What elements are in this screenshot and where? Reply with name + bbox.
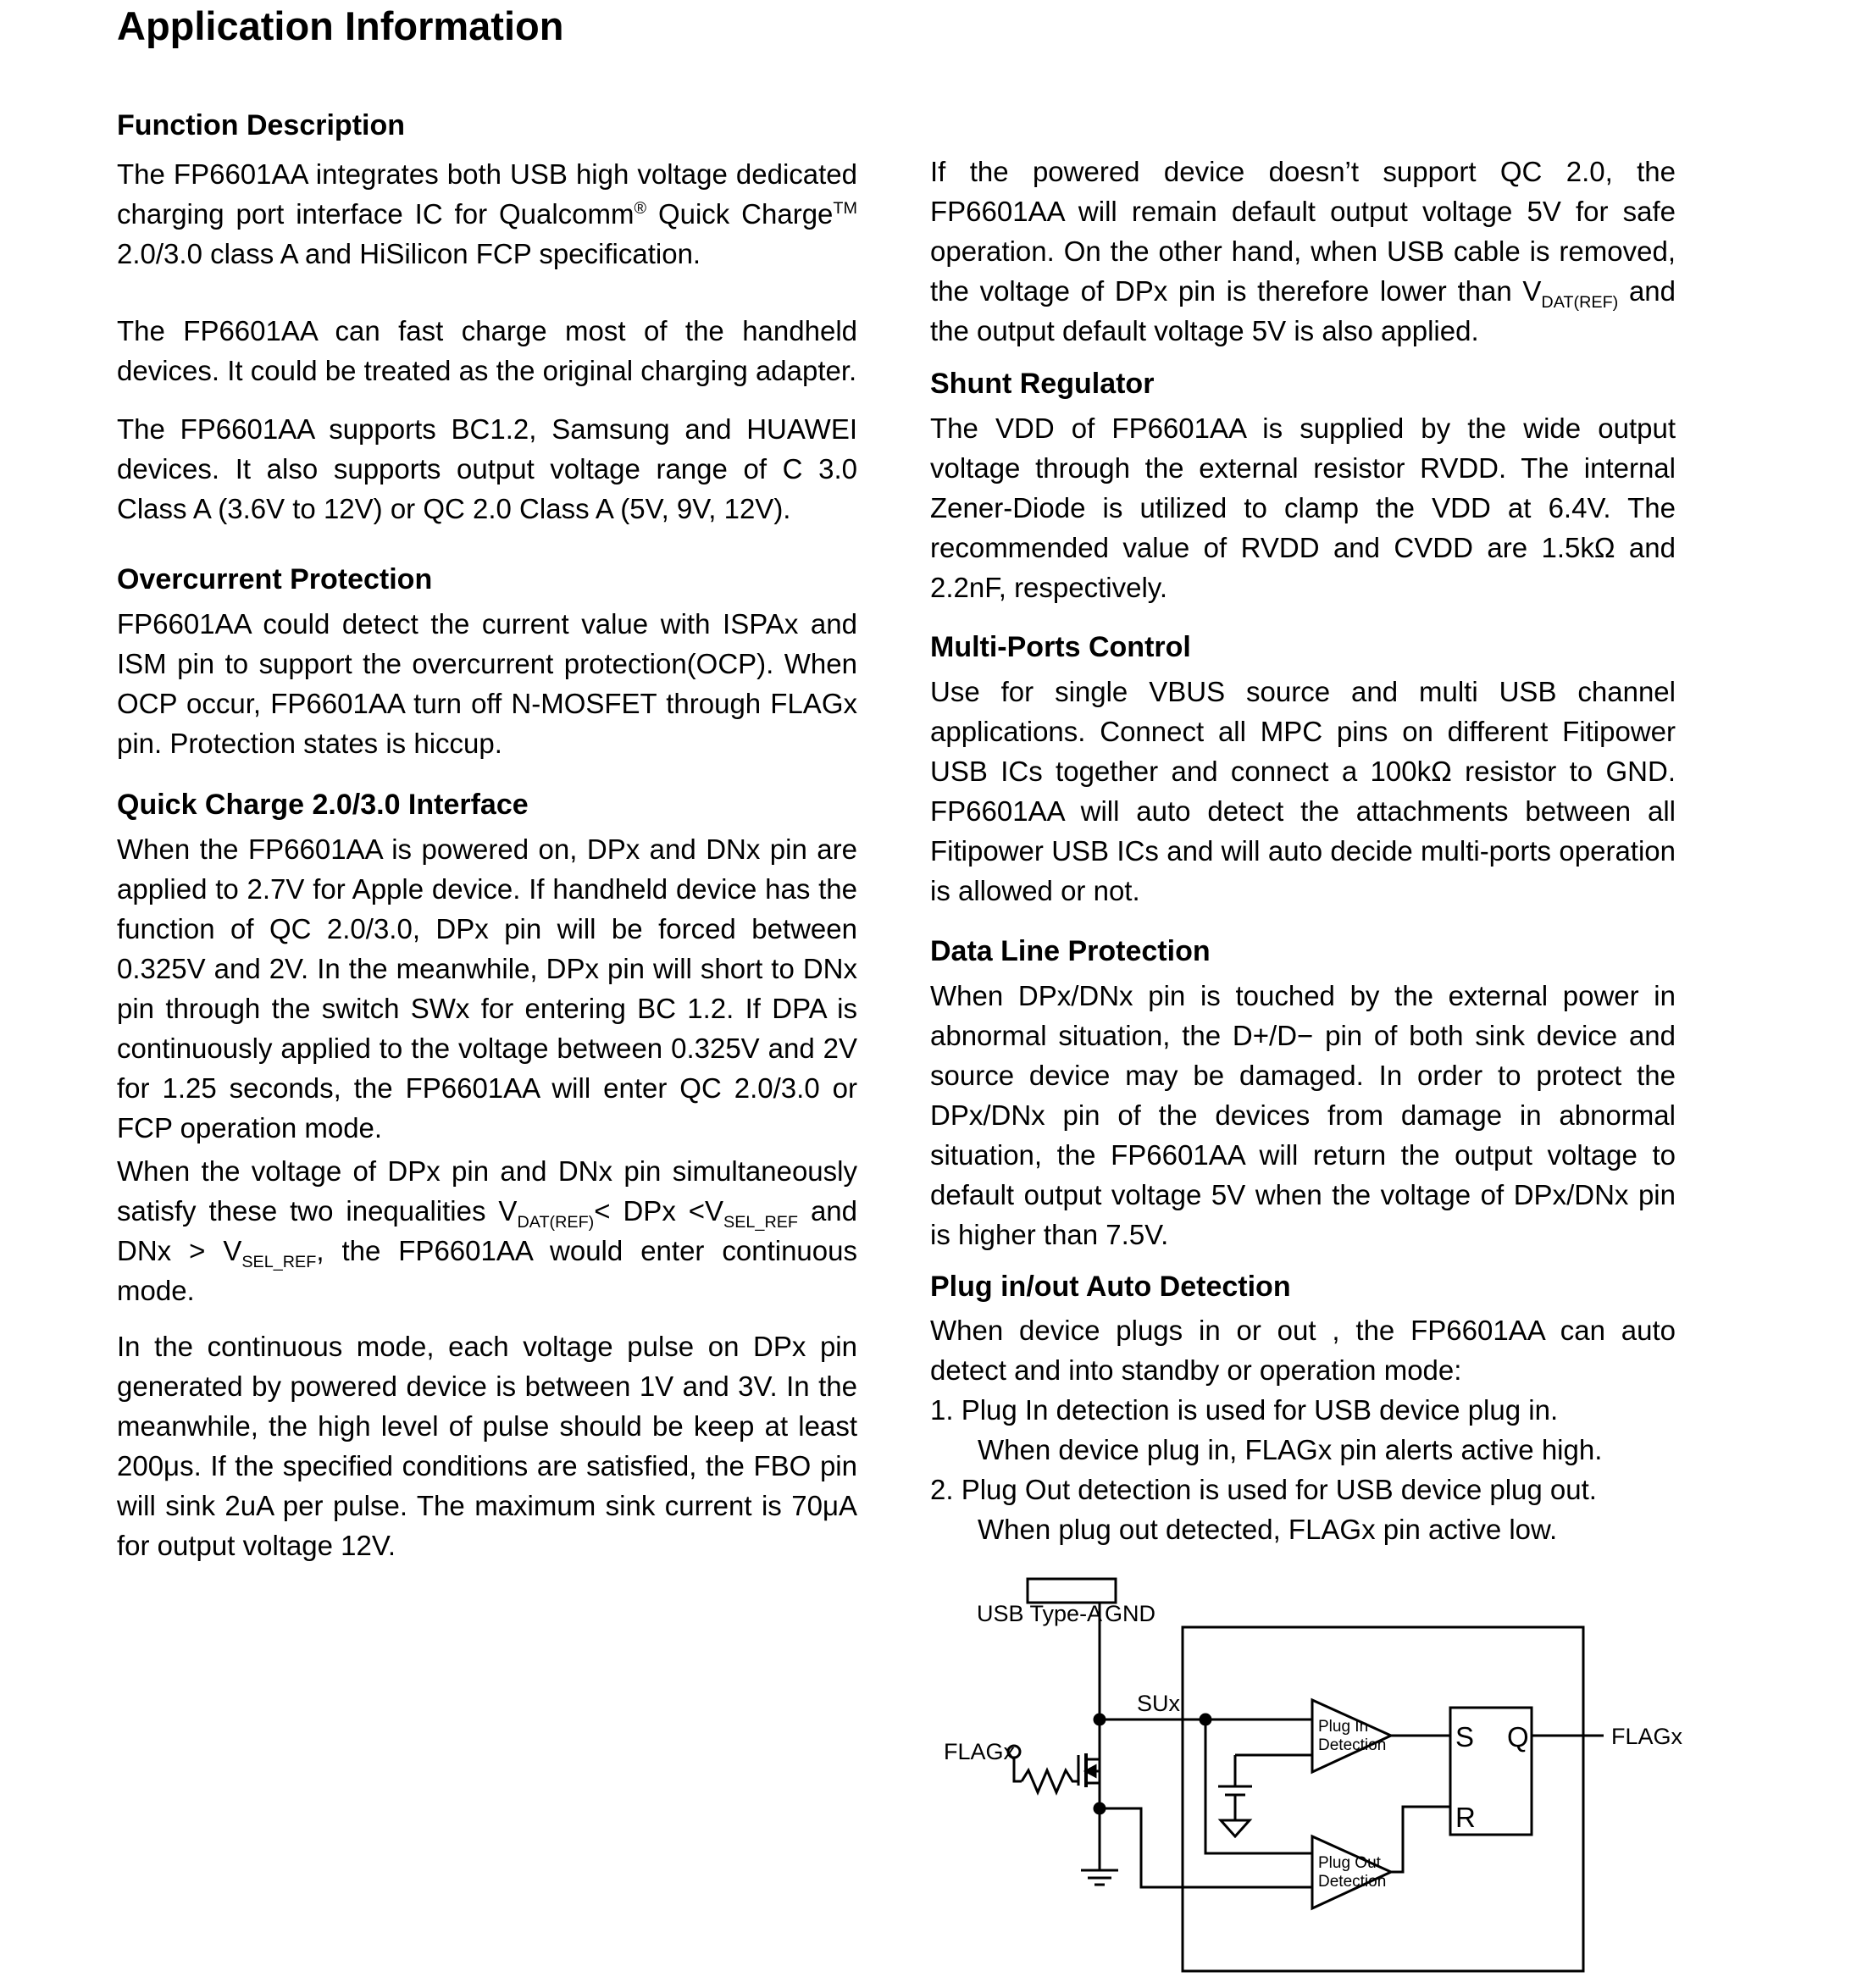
paragraph-function-description-2: The FP6601AA can fast charge most of the handheld devices. It could be treated as the original charging adapter. bbox=[117, 315, 857, 386]
list-number: 1. bbox=[930, 1394, 954, 1426]
reset-wire bbox=[1391, 1807, 1450, 1872]
usb-type-a-label: USB Type-A bbox=[977, 1601, 1103, 1626]
paragraph-function-description-1: The FP6601AA integrates both USB high voltage dedicated charging port interface IC for Qualcomm® Quick Charge™ 2.0/3.0 class A and HiSilicon FCP specification. bbox=[117, 158, 857, 269]
paragraph-function-description-3: The FP6601AA supports BC1.2, Samsung and HUAWEI devices. It also supports output voltage range of C 3.0 Class A (3.6V to 12V) or QC 2.0 Class A (5V, 9V, 12V). bbox=[117, 413, 857, 524]
paragraph-quick-charge-3: In the continuous mode, each voltage pulse on DPx pin generated by powered device is between 1V and 3V. In the meanwhile, the high level of pulse should be keep at least 200μs. If the specified conditions are satisfied, the FBO pin will sink 2uA per pulse. The maximum sink current is 70μA for output voltage 12V. bbox=[117, 1331, 857, 1561]
latch-r-label: R bbox=[1455, 1802, 1476, 1833]
list-number: 2. bbox=[930, 1474, 954, 1505]
paragraph-qc-default-voltage: If the powered device doesn’t support QC 2.0, the FP6601AA will remain default output voltage 5V for safe operation. On the other hand, when USB cable is removed, the voltage of DPx pin is therefore lower than $V_{DAT(REF)}$ and the output default voltage 5V is also applied. bbox=[930, 156, 1676, 346]
plug-in-detection-label: Plug In bbox=[1318, 1718, 1369, 1736]
column-left bbox=[117, 108, 857, 1565]
resistor-symbol bbox=[1022, 1770, 1078, 1792]
plug-out-detection-label: Plug Out bbox=[1318, 1854, 1381, 1872]
paragraph-multi-ports-control: Use for single VBUS source and multi USB channel applications. Connect all MPC pins on different Fitipower USB ICs together and connect a 100kΩ resistor to GND. FP6601AA will auto detect the attachments between all Fitipower USB ICs and will auto decide multi-ports operation is allowed or not. bbox=[930, 676, 1676, 906]
list-item-plug-out bbox=[930, 1470, 1676, 1509]
junction-dot bbox=[1094, 1714, 1105, 1725]
list-item-plug-in-note: When device plug in, FLAGx pin alerts active high. bbox=[978, 1434, 1603, 1465]
heading-function-description: Function Description bbox=[117, 109, 405, 141]
usb-connector-symbol bbox=[1028, 1579, 1116, 1603]
flagx-wire bbox=[1014, 1758, 1022, 1781]
heading-plug-auto-detection: Plug in/out Auto Detection bbox=[930, 1271, 1291, 1303]
column-right bbox=[930, 152, 1676, 1549]
plug-out-detection-label2: Detection bbox=[1318, 1873, 1387, 1891]
flagx-input-label: FLAGx bbox=[944, 1739, 1016, 1764]
page-title: Application Information bbox=[117, 3, 564, 48]
paragraph-shunt-regulator: The VDD of FP6601AA is supplied by the wide output voltage through the external resistor RVDD. The internal Zener-Diode is utilized to clamp the VDD at 6.4V. The recommended value of RVDD and CVDD are 1.5kΩ and 2.2nF, respectively. bbox=[930, 413, 1676, 603]
ic-boundary bbox=[1183, 1627, 1583, 1971]
plug-detection-circuit-diagram bbox=[923, 1567, 1862, 1986]
heading-quick-charge-interface: Quick Charge 2.0/3.0 Interface bbox=[117, 789, 529, 821]
paragraph-quick-charge-1: When the FP6601AA is powered on, DPx and DNx pin are applied to 2.7V for Apple device. If handheld device has the function of QC 2.0/3.0, DPx pin will be forced between 0.325V and 2V. In the meanwhile, DPx pin will short to DNx pin through the switch SWx for entering BC 1.2. If DPA is continuously applied to the voltage between 0.325V and 2V for 1.25 seconds, the FP6601AA will enter QC 2.0/3.0 or FCP operation mode. bbox=[117, 833, 857, 1144]
plug-in-detection-label2: Detection bbox=[1318, 1736, 1387, 1754]
heading-multi-ports-control: Multi-Ports Control bbox=[930, 631, 1191, 663]
gnd-label: GND bbox=[1105, 1601, 1155, 1626]
heading-overcurrent-protection: Overcurrent Protection bbox=[117, 563, 433, 595]
latch-q-label: Q bbox=[1507, 1721, 1529, 1753]
paragraph-overcurrent-protection: FP6601AA could detect the current value with ISPAx and ISM pin to support the overcurrent protection(OCP). When OCP occur, FP6601AA turn off N-MOSFET through FLAGx pin. Protection states is hiccup. bbox=[117, 608, 857, 759]
list-item-plug-in bbox=[930, 1390, 1676, 1430]
flagx-output-label: FLAGx bbox=[1611, 1724, 1683, 1749]
paragraph-data-line-protection: When DPx/DNx pin is touched by the external power in abnormal situation, the D+/D− pin of both sink device and source device may be damaged. In order to protect the DPx/DNx pin of the devices from damage in abnormal situation, the FP6601AA will return the output voltage to default output voltage 5V when the voltage of DPx/DNx pin is higher than 7.5V. bbox=[930, 980, 1676, 1250]
heading-data-line-protection: Data Line Protection bbox=[930, 935, 1211, 967]
latch-s-label: S bbox=[1455, 1721, 1475, 1753]
list-text: Plug In detection is used for USB device plug in. bbox=[961, 1394, 1559, 1426]
list-item-plug-out-note: When plug out detected, FLAGx pin active low. bbox=[978, 1514, 1558, 1545]
list-text: Plug Out detection is used for USB device plug out. bbox=[961, 1474, 1597, 1505]
ground-symbol bbox=[1081, 1870, 1118, 1885]
mosfet-symbol bbox=[1078, 1753, 1100, 1787]
earth-arrow-symbol bbox=[1221, 1820, 1250, 1836]
heading-shunt-regulator: Shunt Regulator bbox=[930, 368, 1155, 400]
paragraph-quick-charge-2: When the voltage of DPx pin and DNx pin simultaneously satisfy these two inequalities $V_{DAT(REF)}<$ DPx $<V_{SEL\_REF}$ and DNx > $V_{SEL\_REF}$, the FP6601AA would enter continuous mode. bbox=[117, 1155, 858, 1306]
capacitor-branch bbox=[1218, 1755, 1312, 1836]
sux-label: SUx bbox=[1137, 1691, 1181, 1716]
paragraph-plug-auto-detection-intro: When device plugs in or out , the FP6601AA can auto detect and into standby or operation mode: bbox=[930, 1315, 1676, 1386]
